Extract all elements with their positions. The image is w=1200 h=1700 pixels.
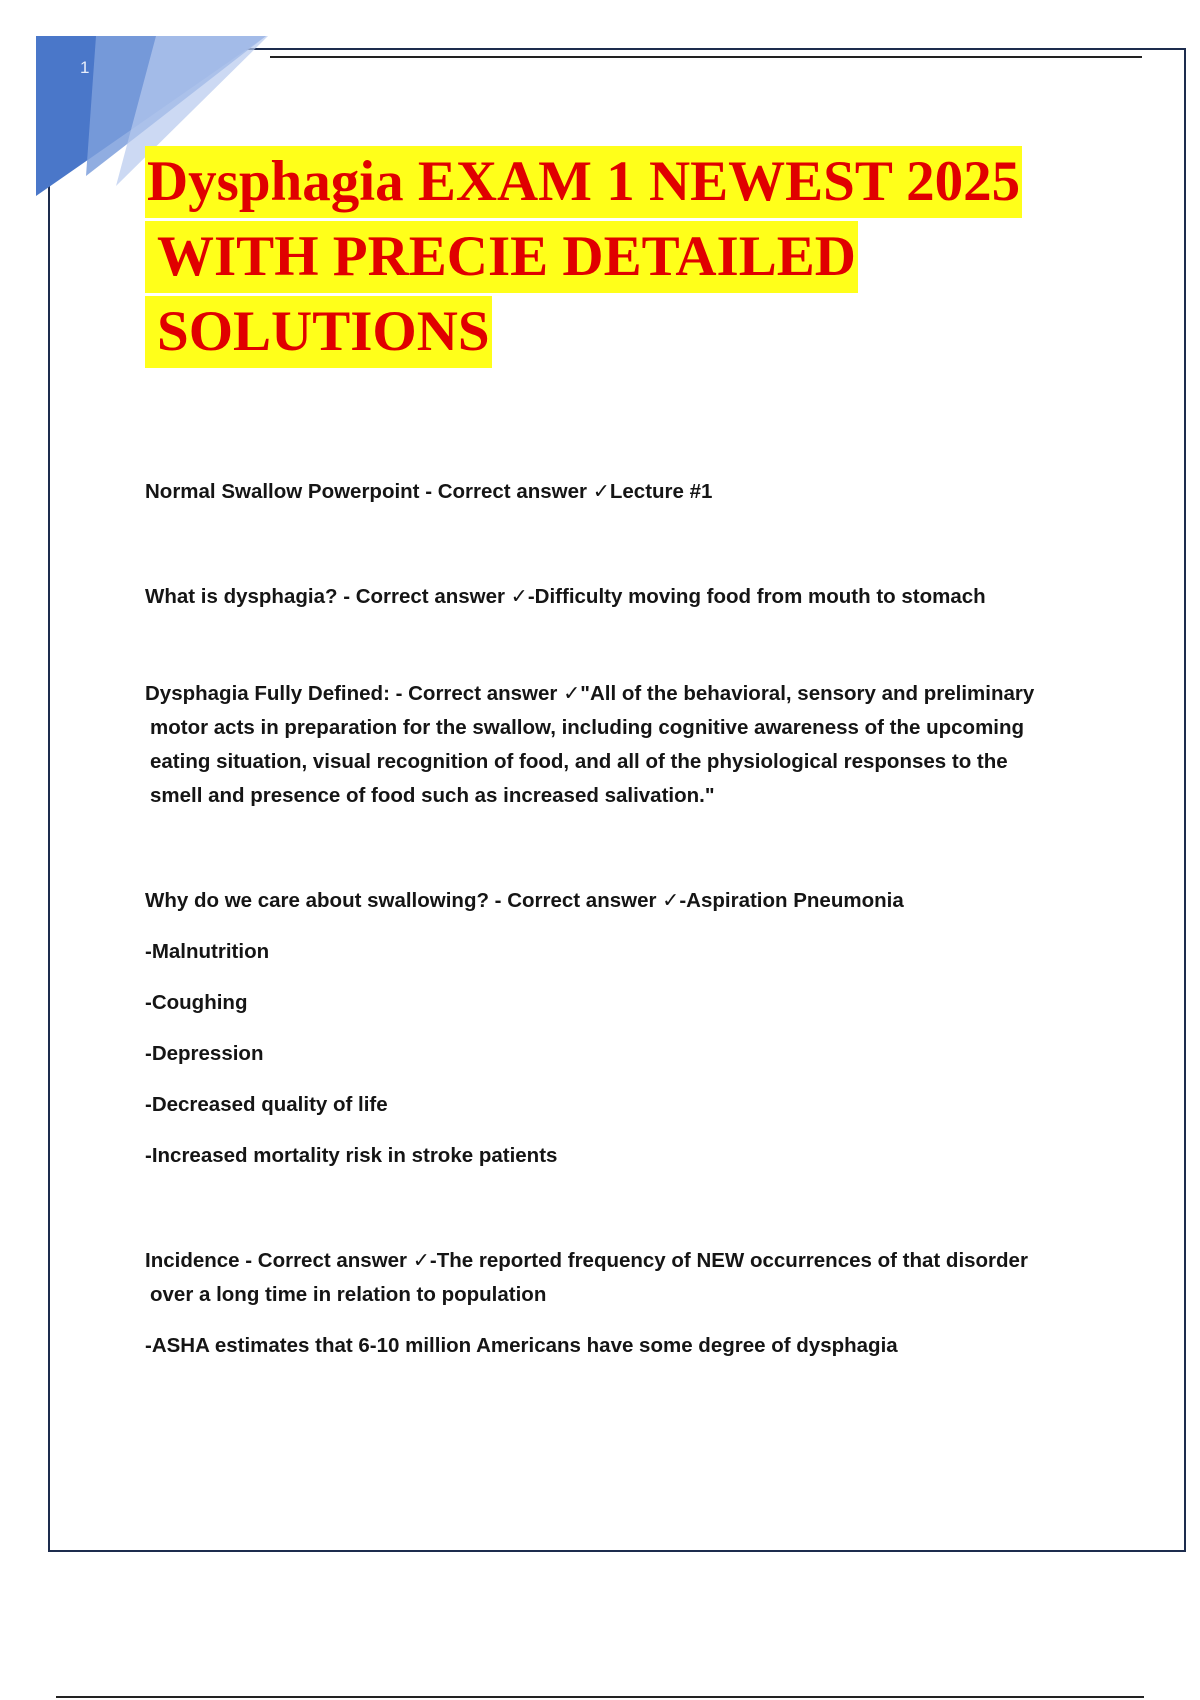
- list-item: -Increased mortality risk in stroke patients: [145, 1144, 558, 1167]
- header-rule: [270, 56, 1142, 58]
- list-item: -Coughing: [145, 991, 248, 1014]
- question-prompt: Incidence - Correct answer: [145, 1249, 413, 1272]
- check-icon: ✓: [592, 479, 610, 503]
- answer-continuation: over a long time in relation to population: [150, 1283, 547, 1306]
- list-item: -Depression: [145, 1042, 264, 1065]
- question-item: [145, 474, 1095, 509]
- question-item: [145, 676, 1095, 813]
- answer-text: -Difficulty moving food from mouth to stomach: [527, 585, 986, 608]
- check-icon: ✓: [662, 888, 680, 912]
- footer-rule: [56, 1696, 1144, 1698]
- answer-continuation: eating situation, visual recognition of food, and all of the physiological responses to the: [150, 750, 1008, 773]
- question-item: [145, 579, 1095, 614]
- check-icon: ✓: [510, 584, 528, 608]
- answer-text: Lecture #1: [609, 480, 713, 503]
- answer-text: -The reported frequency of NEW occurrences of that disorder: [429, 1249, 1028, 1272]
- title-line-1: Dysphagia EXAM 1 NEWEST 2025: [145, 146, 1022, 218]
- check-icon: ✓: [563, 681, 581, 705]
- question-prompt: Normal Swallow Powerpoint - Correct answer: [145, 480, 593, 503]
- list-item: -ASHA estimates that 6-10 million Americans have some degree of dysphagia: [145, 1334, 898, 1357]
- title-line-3: SOLUTIONS: [145, 296, 492, 368]
- question-item: [145, 1243, 1095, 1363]
- list-item: -Malnutrition: [145, 940, 270, 963]
- title-line-2: WITH PRECIE DETAILED: [145, 221, 858, 293]
- page-number: 1: [80, 58, 90, 77]
- answer-continuation: smell and presence of food such as increased salivation.": [150, 784, 715, 807]
- answer-continuation: motor acts in preparation for the swallow, including cognitive awareness of the upcoming: [150, 716, 1025, 739]
- answer-text: "All of the behavioral, sensory and preliminary: [580, 682, 1035, 705]
- answer-text: -Aspiration Pneumonia: [679, 889, 904, 912]
- document-title: [145, 146, 1045, 371]
- check-icon: ✓: [412, 1248, 430, 1272]
- question-prompt: What is dysphagia? - Correct answer: [145, 585, 511, 608]
- question-prompt: Why do we care about swallowing? - Correct answer: [145, 889, 663, 912]
- list-item: -Decreased quality of life: [145, 1093, 388, 1116]
- question-list: [145, 474, 1095, 1363]
- question-prompt: Dysphagia Fully Defined: - Correct answer: [145, 682, 564, 705]
- question-item: [145, 883, 1095, 1173]
